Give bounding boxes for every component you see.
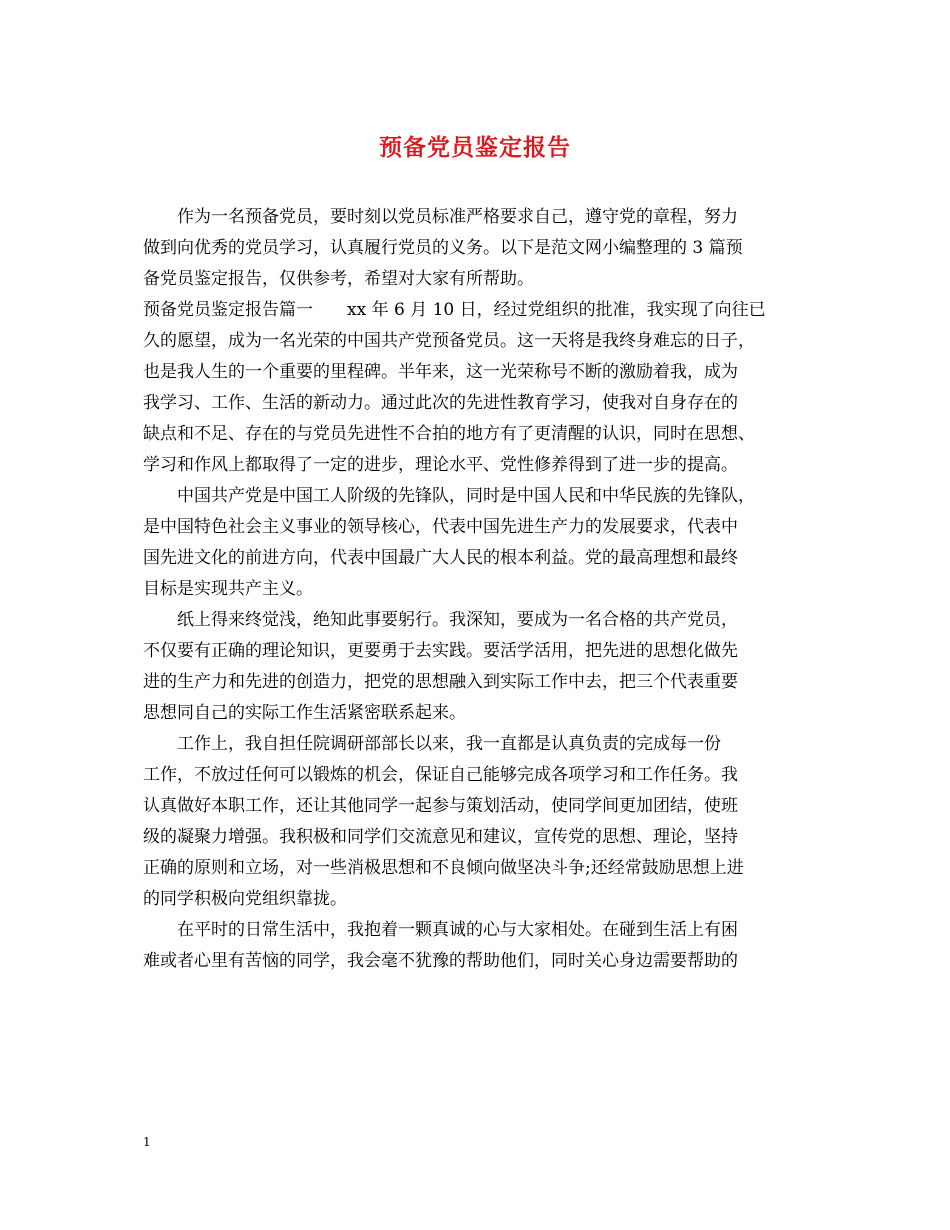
text-line: 正确的原则和立场，对一些消极思想和不良倾向做坚决斗争;还经常鼓励思想上进 — [143, 858, 744, 878]
text-line: 工作，不放过任何可以锻炼的机会，保证自己能够完成各项学习和工作任务。我 — [143, 765, 738, 785]
text-line: 思想同自己的实际工作生活紧密联系起来。 — [143, 703, 466, 723]
text-line: 作为一名预备党员，要时刻以党员标准严格要求自己，遵守党的章程，努力 — [143, 207, 738, 227]
text-line: 级的凝聚力增强。我积极和同学们交流意见和建议，宣传党的思想、理论，坚持 — [143, 827, 738, 847]
text-line: 的同学积极向党组织靠拢。 — [143, 889, 347, 909]
text-line: 不仅要有正确的理论知识，更要勇于去实践。要活学活用，把先进的思想化做先 — [143, 641, 738, 661]
document-body — [143, 202, 808, 977]
text-line: 难或者心里有苦恼的同学，我会毫不犹豫的帮助他们，同时关心身边需要帮助的 — [143, 951, 738, 971]
text-line: 是中国特色社会主义事业的领导核心，代表中国先进生产力的发展要求，代表中 — [143, 517, 738, 537]
text-line: 目标是实现共产主义。 — [143, 579, 313, 599]
text-line: 中国共产党是中国工人阶级的先锋队，同时是中国人民和中华民族的先锋队， — [143, 486, 755, 506]
text-line: 在平时的日常生活中，我抱着一颗真诚的心与大家相处。在碰到生活上有困 — [143, 920, 738, 940]
text-line: 纸上得来终觉浅，绝知此事要躬行。我深知，要成为一名合格的共产党员， — [143, 610, 738, 630]
text-line: 认真做好本职工作，还让其他同学一起参与策划活动，使同学间更加团结，使班 — [143, 796, 738, 816]
text-line: 进的生产力和先进的创造力，把党的思想融入到实际工作中去，把三个代表重要 — [143, 672, 738, 692]
text-line: 学习和作风上都取得了一定的进步，理论水平、党性修养得到了进一步的提高。 — [143, 455, 738, 475]
text-line: 缺点和不足、存在的与党员先进性不合拍的地方有了更清醒的认识，同时在思想、 — [143, 424, 755, 444]
document-title: 预备党员鉴定报告 — [379, 134, 571, 161]
text-line: 预备党员鉴定报告篇一 xx 年 6 月 10 日，经过党组织的批准，我实现了向往已 — [143, 300, 766, 320]
text-line: 也是我人生的一个重要的里程碑。半年来，这一光荣称号不断的激励着我，成为 — [143, 362, 738, 382]
page-number: 1 — [143, 1135, 151, 1149]
text-line: 备党员鉴定报告，仅供参考，希望对大家有所帮助。 — [143, 269, 534, 289]
text-line: 久的愿望，成为一名光荣的中国共产党预备党员。这一天将是我终身难忘的日子， — [143, 331, 755, 351]
text-line: 工作上，我自担任院调研部部长以来，我一直都是认真负责的完成每一份 — [143, 734, 721, 754]
text-line: 国先进文化的前进方向，代表中国最广大人民的根本利益。党的最高理想和最终 — [143, 548, 738, 568]
text-line: 我学习、工作、生活的新动力。通过此次的先进性教育学习，使我对自身存在的 — [143, 393, 738, 413]
text-line: 做到向优秀的党员学习，认真履行党员的义务。以下是范文网小编整理的 3 篇预 — [143, 238, 743, 258]
